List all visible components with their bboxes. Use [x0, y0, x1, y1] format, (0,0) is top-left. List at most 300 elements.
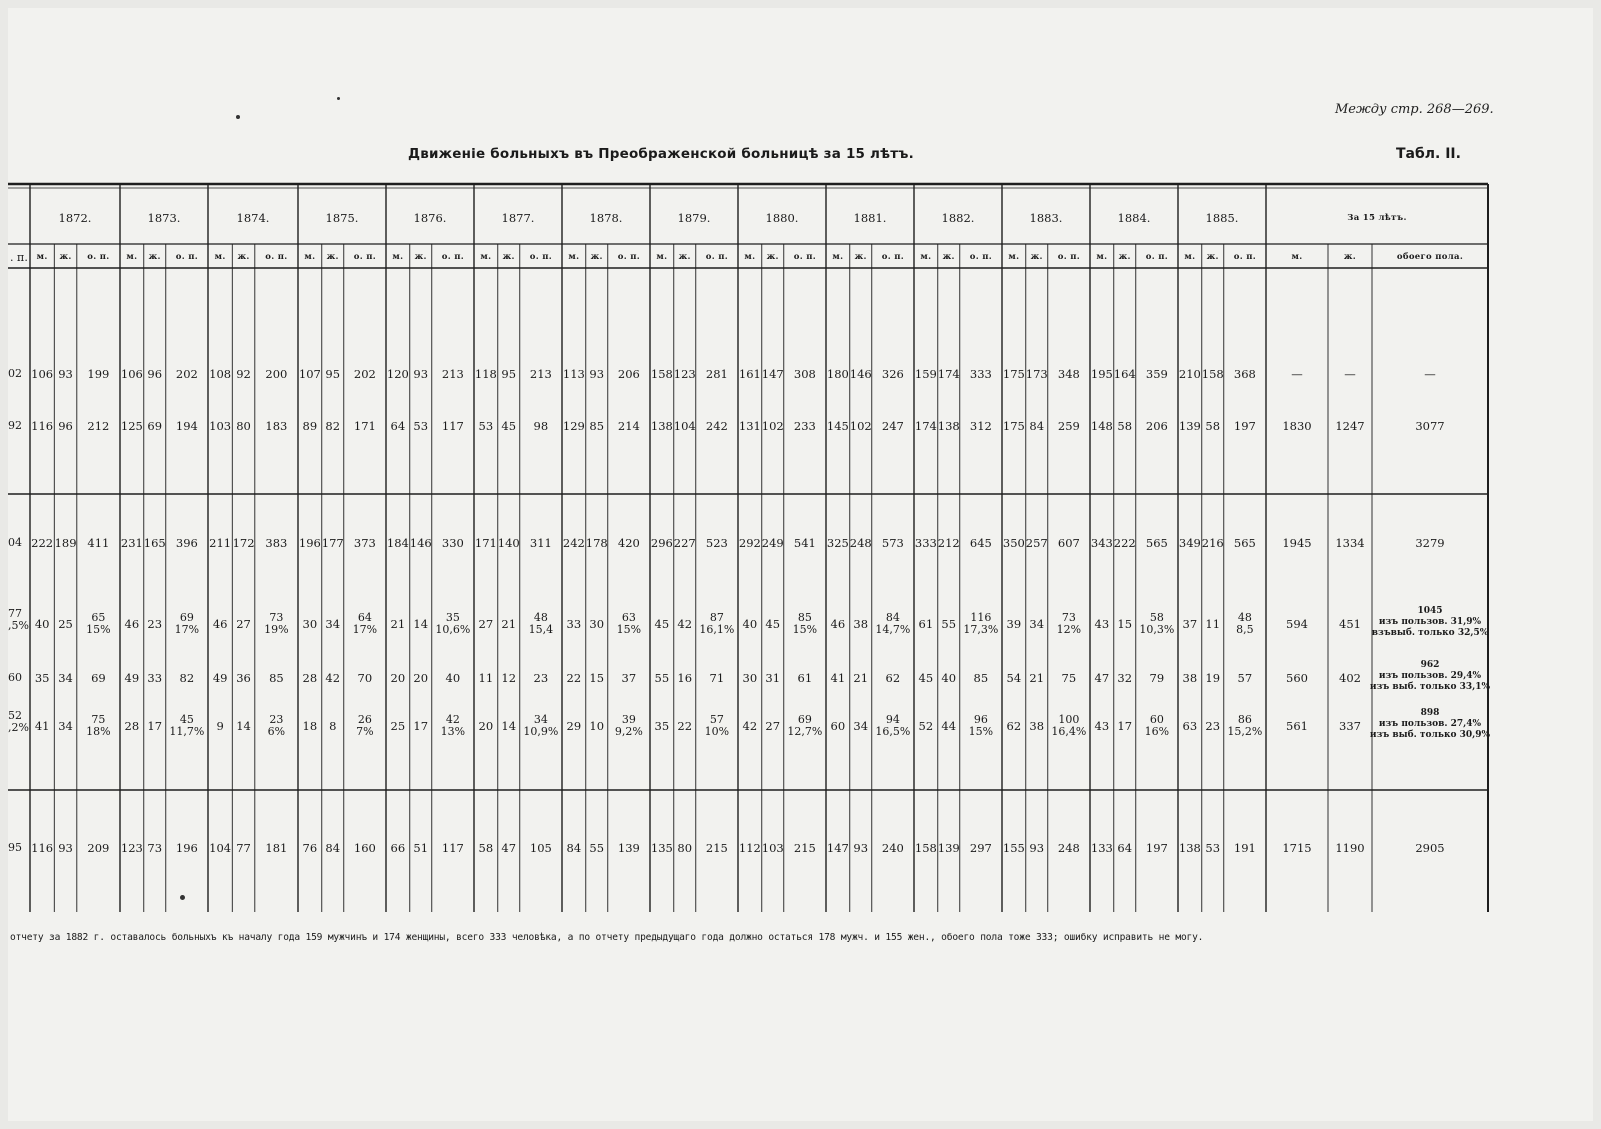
- table-cell-value: 26 7%: [356, 713, 374, 738]
- table-cell-value: 58: [478, 841, 494, 855]
- table-cell-value: 37: [621, 671, 637, 685]
- table-cell-value: 21: [390, 617, 406, 631]
- table-cell-value: 106: [31, 367, 54, 381]
- table-cell-value: 46: [124, 617, 140, 631]
- table-cell-value: 158: [650, 367, 673, 381]
- table-cell-value: 42: [742, 719, 758, 733]
- table-cell-value: 22: [677, 719, 693, 733]
- table-cell-value: 66: [390, 841, 406, 855]
- table-cell-value: 45 11,7%: [169, 713, 205, 738]
- table-cell-value: 27: [236, 617, 251, 631]
- sub-header-male: м.: [392, 252, 404, 262]
- table-cell-value: 106: [120, 367, 143, 381]
- table-cell-value: 17: [1117, 719, 1133, 733]
- table-cell-value: 9: [216, 719, 224, 733]
- table-cell-value: 23: [1205, 719, 1221, 733]
- table-cell-value: 326: [881, 367, 904, 381]
- table-cell-value: 86 15,2%: [1227, 713, 1263, 738]
- sub-header-male: м.: [568, 252, 580, 262]
- table-cell-value: 40: [742, 617, 758, 631]
- table-cell-value: 343: [1090, 536, 1113, 550]
- table-cell-value: 368: [1233, 367, 1256, 381]
- table-cell-value: 123: [120, 841, 143, 855]
- table-cell-value: 33: [147, 671, 163, 685]
- left-col-header: . п.: [10, 251, 28, 264]
- table-cell-value: 84: [325, 841, 341, 855]
- table-cell-value: 242: [562, 536, 585, 550]
- table-cell-value: 189: [54, 536, 77, 550]
- table-cell-value: 21: [853, 671, 869, 685]
- table-cell-value: 145: [826, 419, 849, 433]
- table-cell-value: 57: [1237, 671, 1253, 685]
- table-cell-value: 89: [302, 419, 318, 433]
- total-cell-value: 962 изъ пользов. 29,4% изъ выб. только 33,1%: [1369, 660, 1491, 692]
- table-cell-value: 42: [325, 671, 341, 685]
- sub-header-male: м.: [214, 252, 226, 262]
- footnote: отчету за 1882 г. оставалось больныхъ къ началу года 159 мужчинъ и 174 женщины, всего 333 человѣка, а по отчету предыдущаго года должно остаться 178 мужч. и 155 жен., обоего пола тоже 333; ошибку исправить не могу.: [10, 932, 1204, 943]
- table-cell-value: 200: [265, 367, 288, 381]
- table-cell-value: 17: [413, 719, 429, 733]
- table-cell-value: 14: [501, 719, 517, 733]
- table-cell-value: 123: [673, 367, 696, 381]
- table-cell-value: 104: [673, 419, 696, 433]
- table-cell-value: 55: [941, 617, 957, 631]
- table-cell-value: 23: [533, 671, 549, 685]
- sub-header-female: ж.: [1206, 252, 1219, 262]
- table-cell-value: 333: [914, 536, 937, 550]
- table-cell-value: 48 8,5: [1236, 611, 1254, 636]
- table-cell-value: 69 17%: [174, 611, 200, 636]
- total-header: За 15 лѣтъ.: [1347, 213, 1407, 223]
- sub-header-both: о. п.: [705, 252, 729, 262]
- table-cell-value: 61: [918, 617, 934, 631]
- table-cell-value: 138: [1178, 841, 1201, 855]
- table-cell-value: 31: [765, 671, 781, 685]
- table-cell-value: 292: [738, 536, 761, 550]
- total-cell-value: 402: [1339, 671, 1361, 685]
- table-cell-value: 231: [120, 536, 143, 550]
- table-cell-value: 138: [650, 419, 673, 433]
- table-cell-value: 349: [1178, 536, 1201, 550]
- left-col-value: 04: [8, 536, 22, 549]
- table-cell-value: 103: [209, 419, 232, 433]
- table-cell-value: 42: [677, 617, 693, 631]
- table-cell-value: 38: [1182, 671, 1198, 685]
- table-cell-value: 210: [1178, 367, 1201, 381]
- sub-header-both: о. п.: [617, 252, 641, 262]
- table-cell-value: 607: [1057, 536, 1080, 550]
- table-cell-value: 164: [1113, 367, 1136, 381]
- table-cell-value: 573: [881, 536, 904, 550]
- left-col-value: 92: [8, 419, 22, 432]
- table-cell-value: 133: [1090, 841, 1113, 855]
- table-cell-value: 196: [298, 536, 321, 550]
- table-cell-value: 41: [830, 671, 846, 685]
- table-cell-value: 113: [562, 367, 585, 381]
- table-cell-value: 222: [1113, 536, 1136, 550]
- table-cell-value: 147: [826, 841, 849, 855]
- table-cell-value: 107: [298, 367, 321, 381]
- table-cell-value: 40: [941, 671, 957, 685]
- table-cell-value: 36: [236, 671, 251, 685]
- table-cell-value: 20: [413, 671, 429, 685]
- table-cell-value: 139: [1178, 419, 1201, 433]
- table-cell-value: 155: [1002, 841, 1025, 855]
- table-cell-value: 93: [413, 367, 429, 381]
- table-cell-value: 171: [474, 536, 497, 550]
- table-cell-value: 30: [589, 617, 605, 631]
- sub-header-female: ж.: [1118, 252, 1131, 262]
- table-cell-value: 93: [853, 841, 869, 855]
- table-cell-value: 58: [1205, 419, 1221, 433]
- table-cell-value: 93: [58, 367, 73, 381]
- table-cell-value: 197: [1233, 419, 1256, 433]
- total-sub-both: обоего пола.: [1396, 252, 1464, 262]
- table-cell-value: 206: [1145, 419, 1168, 433]
- sub-header-male: м.: [832, 252, 844, 262]
- table-cell-value: 373: [353, 536, 376, 550]
- table-cell-value: 34: [1029, 617, 1045, 631]
- table-cell-value: 100 16,4%: [1051, 713, 1087, 738]
- table-cell-value: 10: [589, 719, 605, 733]
- table-cell-value: 118: [474, 367, 497, 381]
- table-cell-value: 249: [761, 536, 784, 550]
- year-header: 1884.: [1117, 211, 1151, 225]
- total-cell-value: 3077: [1415, 419, 1445, 433]
- table-cell-value: 61: [797, 671, 813, 685]
- table-cell-value: 645: [969, 536, 992, 550]
- total-cell-value: 560: [1286, 671, 1308, 685]
- table-cell-value: 227: [673, 536, 696, 550]
- table-cell-value: 96: [58, 419, 73, 433]
- table-cell-value: 43: [1094, 617, 1110, 631]
- table-cell-value: 312: [969, 419, 992, 433]
- sub-header-female: ж.: [59, 252, 72, 262]
- sub-header-male: м.: [1096, 252, 1108, 262]
- sub-header-both: о. п.: [87, 252, 110, 262]
- table-cell-value: 117: [441, 419, 464, 433]
- table-cell-value: 11: [478, 671, 494, 685]
- table-cell-value: 85: [973, 671, 989, 685]
- table-cell-value: 62: [1006, 719, 1022, 733]
- table-cell-value: 140: [497, 536, 520, 550]
- sub-header-both: о. п.: [353, 252, 377, 262]
- table-cell-value: 80: [236, 419, 251, 433]
- table-cell-value: 69: [91, 671, 106, 685]
- table-cell-value: 565: [1233, 536, 1256, 550]
- table-cell-value: 257: [1025, 536, 1048, 550]
- table-cell-value: 129: [562, 419, 585, 433]
- table-cell-value: 82: [179, 671, 195, 685]
- table-title: Движеніе больныхъ въ Преображенской больницѣ за 15 лѣтъ.: [408, 146, 914, 162]
- table-cell-value: 212: [87, 419, 110, 433]
- table-cell-value: 112: [738, 841, 761, 855]
- table-cell-value: 64: [1117, 841, 1133, 855]
- table-cell-value: 30: [302, 617, 318, 631]
- sub-header-male: м.: [126, 252, 138, 262]
- table-cell-value: 25: [58, 617, 73, 631]
- sub-header-male: м.: [36, 252, 48, 262]
- table-cell-value: 63: [1182, 719, 1198, 733]
- table-cell-value: 96 15%: [968, 713, 994, 738]
- table-cell-value: 175: [1002, 367, 1025, 381]
- table-cell-value: 248: [1057, 841, 1080, 855]
- table-cell-value: 64 17%: [352, 611, 378, 636]
- year-header: 1880.: [765, 211, 799, 225]
- table-cell-value: 183: [265, 419, 288, 433]
- table-cell-value: 49: [124, 671, 140, 685]
- table-cell-value: 92: [236, 367, 251, 381]
- table-cell-value: 159: [914, 367, 937, 381]
- sub-header-both: о. п.: [1057, 252, 1081, 262]
- table-cell-value: 197: [1145, 841, 1168, 855]
- sub-header-both: о. п.: [1145, 252, 1169, 262]
- table-cell-value: 45: [501, 419, 517, 433]
- table-cell-value: 8: [329, 719, 337, 733]
- table-cell-value: 565: [1145, 536, 1168, 550]
- table-cell-value: 213: [529, 367, 552, 381]
- table-cell-value: 60 16%: [1144, 713, 1170, 738]
- table-cell-value: 191: [1233, 841, 1256, 855]
- table-cell-value: 523: [705, 536, 728, 550]
- table-cell-value: 178: [585, 536, 608, 550]
- table-cell-value: 85 15%: [792, 611, 818, 636]
- table-cell-value: 79: [1149, 671, 1165, 685]
- table-cell-value: 202: [353, 367, 376, 381]
- table-cell-value: 93: [58, 841, 73, 855]
- table-cell-value: 42 13%: [440, 713, 466, 738]
- table-cell-value: 23 6%: [267, 713, 286, 738]
- table-cell-value: 146: [849, 367, 872, 381]
- table-cell-value: 330: [441, 536, 464, 550]
- table-cell-value: 37: [1182, 617, 1198, 631]
- table-cell-value: 73 12%: [1056, 611, 1082, 636]
- table-cell-value: 84: [1029, 419, 1045, 433]
- table-cell-value: 69 12,7%: [787, 713, 823, 738]
- table-cell-value: 53: [478, 419, 494, 433]
- table-cell-value: 65 15%: [86, 611, 111, 636]
- sub-header-female: ж.: [854, 252, 867, 262]
- left-col-value: 77 ,5%: [8, 607, 29, 632]
- table-cell-value: 58: [1117, 419, 1133, 433]
- sub-header-male: м.: [304, 252, 316, 262]
- table-cell-value: 49: [212, 671, 228, 685]
- table-cell-value: 196: [175, 841, 198, 855]
- table-cell-value: 259: [1057, 419, 1080, 433]
- table-number: Табл. II.: [1396, 146, 1461, 162]
- table-cell-value: 22: [566, 671, 582, 685]
- table-cell-value: 195: [1090, 367, 1113, 381]
- table-cell-value: 108: [209, 367, 232, 381]
- table-cell-value: 215: [705, 841, 728, 855]
- table-cell-value: 60: [830, 719, 846, 733]
- table-cell-value: 43: [1094, 719, 1110, 733]
- table-cell-value: 348: [1057, 367, 1080, 381]
- table-cell-value: 281: [705, 367, 728, 381]
- table-cell-value: 85: [269, 671, 284, 685]
- table-cell-value: 39 9,2%: [614, 713, 643, 738]
- total-sub-male: м.: [1291, 252, 1303, 262]
- table-cell-value: 173: [1025, 367, 1048, 381]
- page-reference: Между стр. 268—269.: [1335, 102, 1494, 117]
- table-cell-value: 116: [31, 841, 54, 855]
- table-cell-value: 171: [353, 419, 376, 433]
- table-cell-value: 55: [654, 671, 670, 685]
- table-cell-value: 29: [566, 719, 582, 733]
- total-cell-value: 1830: [1282, 419, 1312, 433]
- table-cell-value: 76: [302, 841, 318, 855]
- table-cell-value: 45: [654, 617, 670, 631]
- total-cell-value: 561: [1286, 719, 1308, 733]
- sub-header-male: м.: [1184, 252, 1196, 262]
- table-cell-value: 177: [321, 536, 344, 550]
- table-cell-value: 14: [236, 719, 251, 733]
- total-cell-value: 898 изъ пользов. 27,4% изъ выб. только 30,9%: [1369, 708, 1491, 740]
- total-cell-value: —: [1424, 367, 1436, 381]
- table-cell-value: 158: [1201, 367, 1224, 381]
- table-cell-value: 212: [937, 536, 960, 550]
- table-cell-value: 75: [1061, 671, 1077, 685]
- table-cell-value: 383: [265, 536, 288, 550]
- table-cell-value: 206: [617, 367, 640, 381]
- sub-header-male: м.: [656, 252, 668, 262]
- table-cell-value: 175: [1002, 419, 1025, 433]
- total-cell-value: 1190: [1335, 841, 1365, 855]
- total-cell-value: 1045 изъ пользов. 31,9% взъвыб. только 32,5%: [1371, 606, 1489, 638]
- year-header: 1878.: [589, 211, 623, 225]
- total-cell-value: —: [1344, 367, 1356, 381]
- table-cell-value: 102: [761, 419, 784, 433]
- table-cell-value: 98: [533, 419, 549, 433]
- table-cell-value: 14: [413, 617, 429, 631]
- table-cell-value: 19: [1205, 671, 1221, 685]
- table-cell-value: 333: [969, 367, 992, 381]
- table-cell-value: 25: [390, 719, 406, 733]
- table-cell-value: 84 14,7%: [875, 611, 911, 636]
- total-cell-value: —: [1291, 367, 1303, 381]
- table-cell-value: 148: [1090, 419, 1113, 433]
- table-cell-value: 180: [826, 367, 849, 381]
- table-cell-value: 40: [445, 671, 461, 685]
- table-cell-value: 117: [441, 841, 464, 855]
- table-cell-value: 174: [937, 367, 960, 381]
- table-cell-value: 82: [325, 419, 341, 433]
- table-cell-value: 172: [232, 536, 255, 550]
- table-cell-value: 93: [1029, 841, 1045, 855]
- sub-header-female: ж.: [590, 252, 603, 262]
- table-cell-value: 64: [390, 419, 406, 433]
- table-cell-value: 158: [914, 841, 937, 855]
- table-cell-value: 116 17,3%: [963, 611, 999, 636]
- table-cell-value: 34 10,9%: [523, 713, 559, 738]
- table-cell-value: 35: [654, 719, 670, 733]
- total-cell-value: 1334: [1335, 536, 1365, 550]
- table-cell-value: 247: [881, 419, 904, 433]
- table-cell-value: 75 18%: [86, 713, 111, 738]
- sub-header-both: о. п.: [793, 252, 817, 262]
- table-cell-value: 35 10,6%: [435, 611, 471, 636]
- table-cell-value: 20: [478, 719, 494, 733]
- table-cell-value: 21: [1029, 671, 1045, 685]
- table-cell-value: 93: [589, 367, 605, 381]
- table-cell-value: 160: [353, 841, 376, 855]
- table-cell-value: 87 16,1%: [699, 611, 735, 636]
- sub-header-male: м.: [920, 252, 932, 262]
- table-cell-value: 62: [885, 671, 901, 685]
- table-cell-value: 233: [793, 419, 816, 433]
- table-cell-value: 52: [918, 719, 934, 733]
- table-cell-value: 45: [918, 671, 934, 685]
- table-cell-value: 55: [589, 841, 605, 855]
- table-cell-value: 214: [617, 419, 640, 433]
- table-cell-value: 54: [1006, 671, 1022, 685]
- table-cell-value: 27: [478, 617, 494, 631]
- table-cell-value: 41: [34, 719, 50, 733]
- table-cell-value: 146: [409, 536, 432, 550]
- table-cell-value: 248: [849, 536, 872, 550]
- table-cell-value: 541: [793, 536, 816, 550]
- table-cell-value: 359: [1145, 367, 1168, 381]
- sub-header-female: ж.: [414, 252, 427, 262]
- table-cell-value: 34: [58, 671, 73, 685]
- table-cell-value: 165: [143, 536, 166, 550]
- year-header: 1876.: [413, 211, 447, 225]
- table-cell-value: 51: [413, 841, 429, 855]
- total-cell-value: 1945: [1282, 536, 1312, 550]
- table-cell-value: 34: [58, 719, 73, 733]
- table-cell-value: 350: [1002, 536, 1025, 550]
- table-cell-value: 181: [265, 841, 288, 855]
- table-cell-value: 27: [765, 719, 781, 733]
- table-cell-value: 15: [1117, 617, 1133, 631]
- table-cell-value: 240: [881, 841, 904, 855]
- table-cell-value: 222: [31, 536, 54, 550]
- table-cell-value: 58 10,3%: [1139, 611, 1175, 636]
- table-cell-value: 184: [386, 536, 409, 550]
- table-cell-value: 38: [1029, 719, 1045, 733]
- table-cell-value: 44: [941, 719, 957, 733]
- table-cell-value: 420: [617, 536, 640, 550]
- table-cell-value: 242: [705, 419, 728, 433]
- table-cell-value: 80: [677, 841, 693, 855]
- sub-header-female: ж.: [1030, 252, 1043, 262]
- year-header: 1882.: [941, 211, 975, 225]
- table-cell-value: 71: [709, 671, 725, 685]
- table-cell-value: 33: [566, 617, 582, 631]
- table-cell-value: 45: [765, 617, 781, 631]
- table-cell-value: 215: [793, 841, 816, 855]
- table-cell-value: 199: [87, 367, 110, 381]
- table-cell-value: 69: [147, 419, 163, 433]
- table-cell-value: 139: [937, 841, 960, 855]
- table-cell-value: 411: [87, 536, 110, 550]
- table-cell-value: 18: [302, 719, 318, 733]
- sub-header-female: ж.: [326, 252, 339, 262]
- table-cell-value: 11: [1205, 617, 1221, 631]
- table-cell-value: 15: [589, 671, 605, 685]
- table-cell-value: 57 10%: [704, 713, 730, 738]
- year-header: 1879.: [677, 211, 711, 225]
- total-sub-female: ж.: [1343, 252, 1357, 262]
- sub-header-both: о. п.: [441, 252, 465, 262]
- table-cell-value: 135: [650, 841, 673, 855]
- table-cell-value: 138: [937, 419, 960, 433]
- sub-header-female: ж.: [237, 252, 250, 262]
- table-cell-value: 105: [529, 841, 552, 855]
- table-cell-value: 46: [212, 617, 228, 631]
- table-cell-value: 94 16,5%: [875, 713, 911, 738]
- table-cell-value: 139: [617, 841, 640, 855]
